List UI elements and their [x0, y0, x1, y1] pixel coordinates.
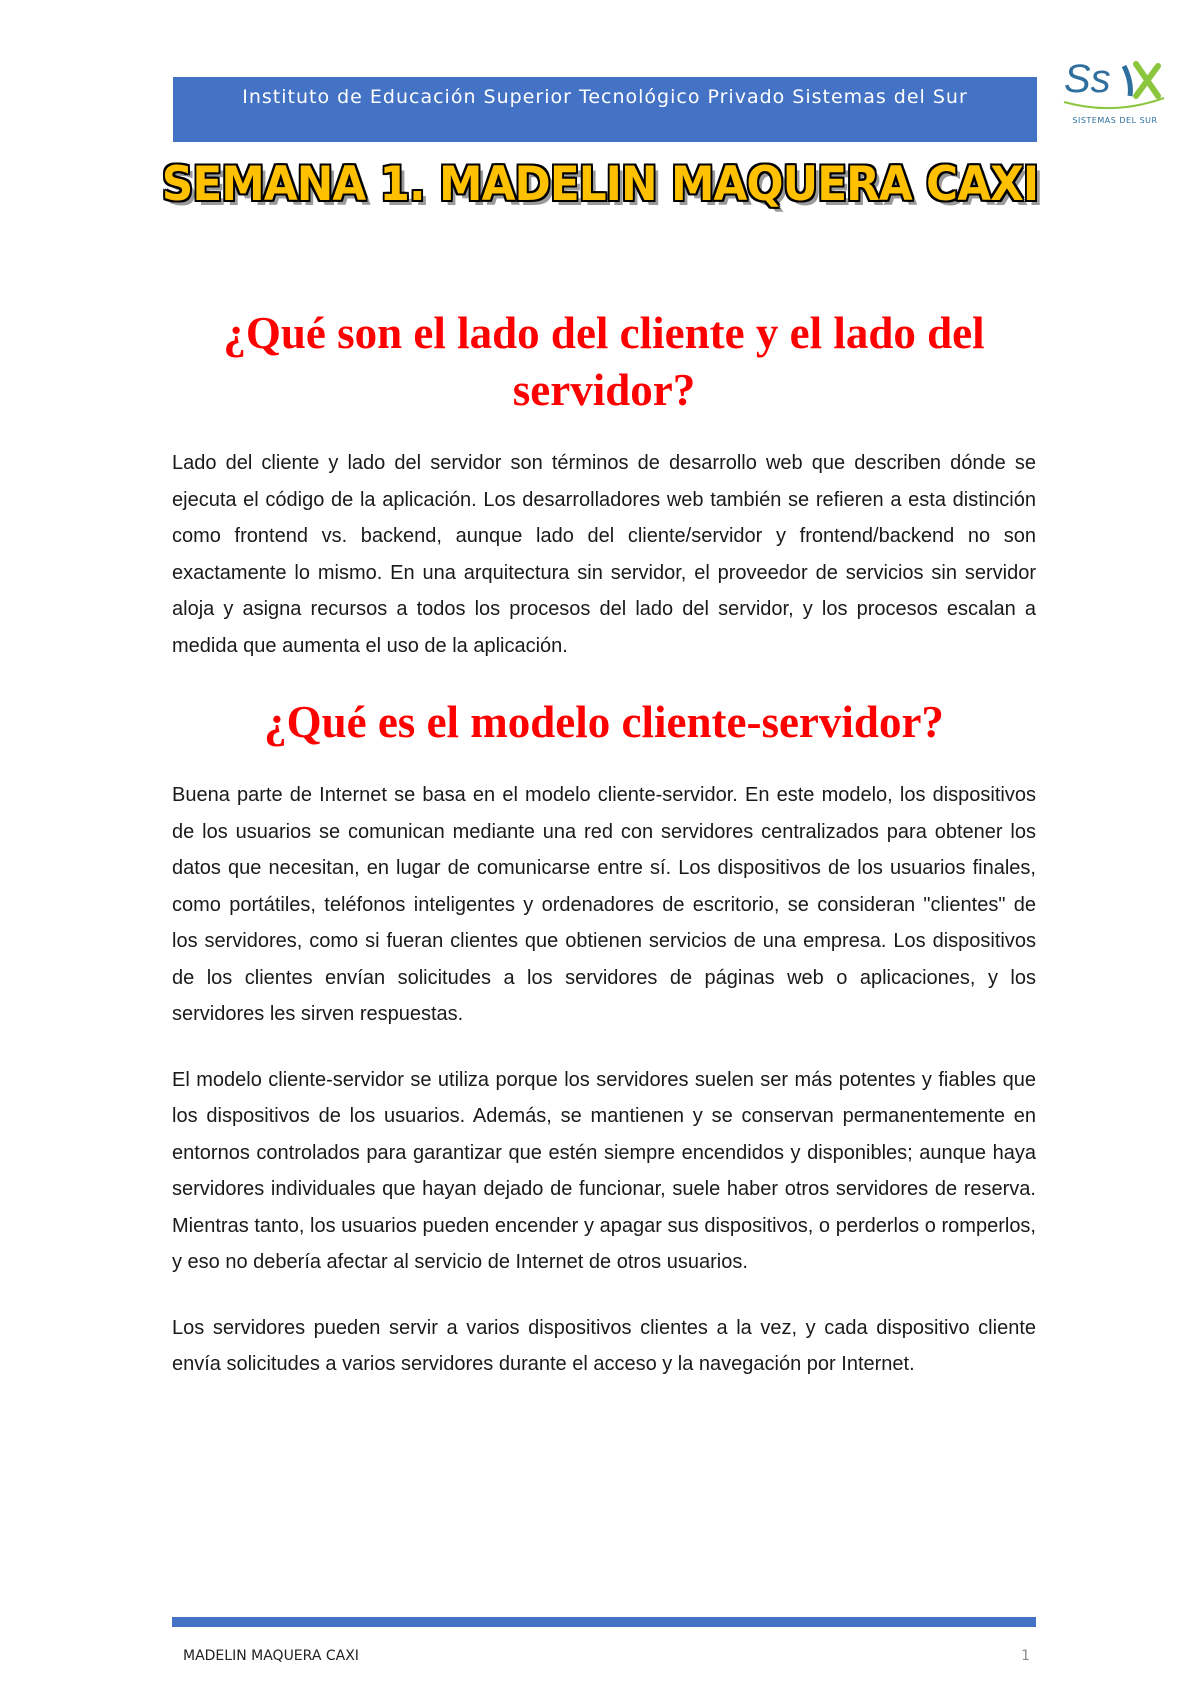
document-body: [172, 305, 1036, 1412]
footer-divider: [172, 1617, 1036, 1627]
page-number: 1: [1021, 1648, 1030, 1664]
footer-author: MADELIN MAQUERA CAXI: [183, 1648, 359, 1664]
paragraph-model-intro: Buena parte de Internet se basa en el modelo cliente-servidor. En este modelo, los dispositivos de los usuarios se comunican mediante una red con servidores centralizados para obtener los datos que necesitan, en lugar de comunicarse entre sí. Los dispositivos de los usuarios finales, como portátiles, teléfonos inteligentes y ordenadores de escritorio, se consideran "clientes" de los servidores, como si fueran clientes que obtienen servicios de una empresa. Los dispositivos de los clientes envían solicitudes a los servidores de páginas web o aplicaciones, y los servidores les sirven respuestas.: [172, 784, 1036, 1025]
paragraph-model-multiple: Los servidores pueden servir a varios dispositivos clientes a la vez, y cada dispositivo cliente envía solicitudes a varios servidores durante el acceso y la navegación por Internet.: [172, 1316, 1036, 1375]
paragraph-model-reasons: El modelo cliente-servidor se utiliza porque los servidores suelen ser más potentes y fiables que los dispositivos de los usuarios. Además, se mantienen y se conservan permanentemente en entornos controlados para garantizar que estén siempre encendidos y disponibles; aunque haya servidores individuales que hayan dejado de funcionar, suele haber otros servidores de reserva. Mientras tanto, los usuarios pueden encender y apagar sus dispositivos, o perderlos o romperlos, y eso no debería afectar al servicio de Internet de otros usuarios.: [172, 1068, 1036, 1273]
section-heading-client-server-model: ¿Qué es el modelo cliente-servidor?: [264, 697, 944, 747]
logo-caption: SISTEMAS DEL SUR: [1072, 116, 1158, 125]
logo-x-mark: [1136, 64, 1158, 96]
institution-name: Instituto de Educación Superior Tecnológico Privado Sistemas del Sur: [242, 86, 968, 108]
logo-graphic: [1062, 52, 1166, 116]
paragraph-client-server-side: Lado del cliente y lado del servidor son términos de desarrollo web que describen dónde se ejecuta el código de la aplicación. Los desarrolladores web también se refieren a esta distinción como frontend vs. backend, aunque lado del cliente/servidor y frontend/backend no son exactamente lo mismo. En una arquitectura sin servidor, el proveedor de servicios sin servidor aloja y asigna recursos a todos los procesos del lado del servidor, y los procesos escalan a medida que aumenta el uso de la aplicación.: [172, 452, 1036, 657]
section-heading-client-server-side: ¿Qué son el lado del cliente y el lado del servidor?: [223, 308, 985, 415]
institution-header-band: [173, 77, 1037, 142]
logo-stroke-i: [1124, 66, 1130, 96]
logo-mark-text: Ss: [1064, 57, 1111, 101]
week-title: SEMANA 1. MADELIN MAQUERA CAXI: [161, 157, 1039, 212]
